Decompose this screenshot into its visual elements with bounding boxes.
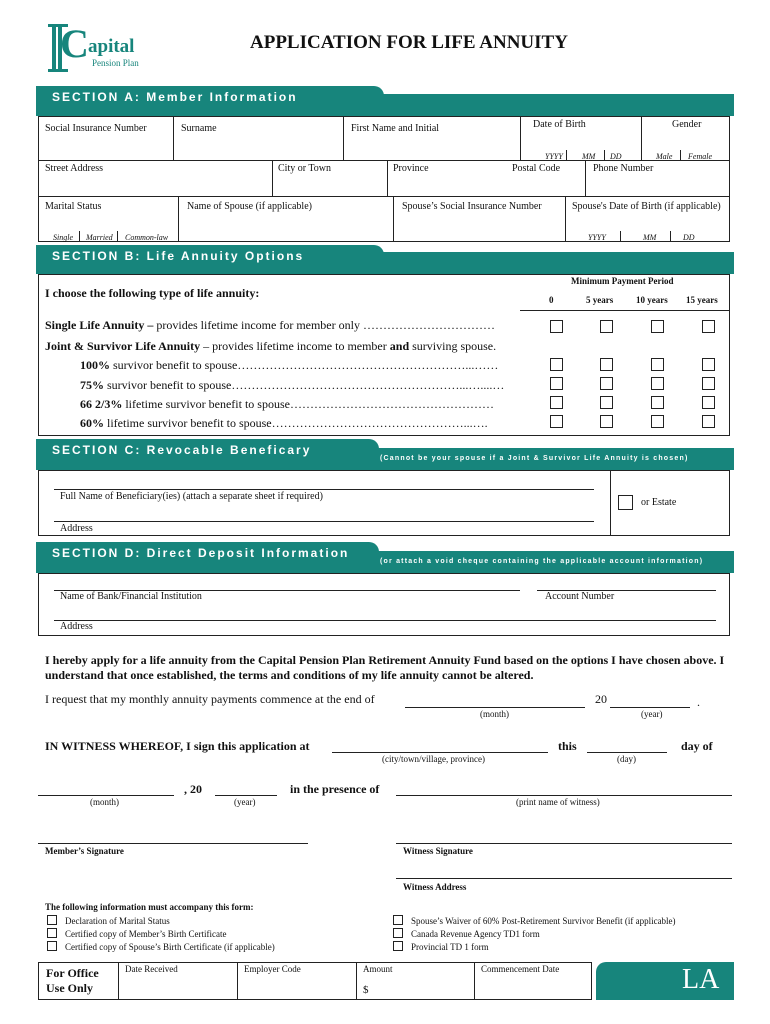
option-100 bbox=[80, 358, 498, 373]
request-year-label: (year) bbox=[641, 709, 663, 719]
employer-code-label: Employer Code bbox=[244, 964, 301, 974]
option-75 bbox=[80, 378, 504, 393]
section-a-header: SECTION A: Member Information bbox=[36, 86, 384, 116]
opt60-0-checkbox[interactable] bbox=[550, 415, 563, 428]
apply-statement: I hereby apply for a life annuity from the Capital Pension Plan Retirement Annuity Fund based on the options I have chosen above. I understand that once established, the terms and conditions of my life annuity cannot be altered. bbox=[45, 653, 725, 682]
checkbox-icon bbox=[47, 941, 57, 951]
section-c-note: (Cannot be your spouse if a Joint & Survivor Life Annuity is chosen) bbox=[380, 455, 689, 462]
option-60 bbox=[80, 416, 488, 431]
option-75-text: survivor benefit to spouse…………………………………………………...…....… bbox=[104, 378, 505, 392]
section-d-note: (or attach a void cheque containing the applicable account information) bbox=[380, 558, 704, 565]
checkbox-icon bbox=[393, 941, 403, 951]
spouse-dob-yyyy: YYYY bbox=[588, 233, 606, 242]
beneficiary-name-label: Full Name of Beneficiary(ies) (attach a separate sheet if required) bbox=[60, 491, 323, 502]
opt100-5-checkbox[interactable] bbox=[600, 358, 613, 371]
witness-address-label: Witness Address bbox=[403, 882, 467, 892]
opt100-15-checkbox[interactable] bbox=[702, 358, 715, 371]
city-province-label: (city/town/village, province) bbox=[382, 754, 485, 764]
option-75-pct: 75% bbox=[80, 378, 104, 392]
commencement-label: Commencement Date bbox=[481, 964, 560, 974]
single-10-checkbox[interactable] bbox=[651, 320, 664, 333]
option-66-pct: 66 2/3% bbox=[80, 397, 123, 411]
single-life-text: provides lifetime income for member only …………………………… bbox=[153, 318, 495, 332]
spouse-name-label: Name of Spouse (if applicable) bbox=[187, 201, 312, 212]
spouse-dob-label: Spouse's Date of Birth (if applicable) bbox=[572, 201, 721, 212]
office-label-2: Use Only bbox=[46, 981, 94, 995]
estate-label: or Estate bbox=[641, 497, 677, 508]
province-label: Province bbox=[393, 163, 429, 174]
gender-label: Gender bbox=[672, 119, 702, 130]
accompany-left-2 bbox=[47, 928, 227, 939]
dob-mm: MM bbox=[582, 152, 596, 161]
section-b-header: SECTION B: Life Annuity Options bbox=[36, 245, 384, 273]
presence-text: in the presence of bbox=[290, 782, 380, 796]
accompany-left-3 bbox=[47, 941, 275, 952]
opt75-10-checkbox[interactable] bbox=[651, 377, 664, 390]
opt60-10-checkbox[interactable] bbox=[651, 415, 664, 428]
checkbox-icon bbox=[393, 915, 403, 925]
first-name-label: First Name and Initial bbox=[351, 123, 440, 134]
month2-label: (month) bbox=[90, 797, 119, 807]
gender-female: Female bbox=[688, 152, 712, 161]
bank-label: Name of Bank/Financial Institution bbox=[60, 591, 202, 602]
option-60-pct: 60% bbox=[80, 416, 104, 430]
sin-label: Social Insurance Number bbox=[45, 123, 147, 134]
opt100-10-checkbox[interactable] bbox=[651, 358, 664, 371]
period-0: 0 bbox=[549, 295, 554, 305]
account-label: Account Number bbox=[545, 591, 615, 602]
single-life-row bbox=[45, 318, 495, 333]
marital-common-law: Common-law bbox=[125, 233, 169, 242]
joint-life-and: and bbox=[389, 339, 410, 353]
comma-twenty: , 20 bbox=[184, 782, 202, 796]
option-100-text: survivor benefit to spouse…………………………………………………...…… bbox=[110, 358, 499, 372]
opt66-5-checkbox[interactable] bbox=[600, 396, 613, 409]
year2-label: (year) bbox=[234, 797, 256, 807]
checkbox-icon bbox=[393, 928, 403, 938]
single-15-checkbox[interactable] bbox=[702, 320, 715, 333]
opt60-15-checkbox[interactable] bbox=[702, 415, 715, 428]
request-text: I request that my monthly annuity payments commence at the end of bbox=[45, 692, 375, 706]
period-5: 5 years bbox=[586, 295, 614, 305]
date-received-label: Date Received bbox=[125, 964, 178, 974]
accompany-right-2-text: Canada Revenue Agency TD1 form bbox=[411, 929, 540, 939]
form-code: LA bbox=[682, 964, 720, 995]
surname-label: Surname bbox=[181, 123, 217, 134]
street-label: Street Address bbox=[45, 163, 104, 174]
witness-text: IN WITNESS WHEREOF, I sign this application at bbox=[45, 739, 310, 753]
accompany-left-1-text: Declaration of Marital Status bbox=[65, 916, 170, 926]
witness-signature-label: Witness Signature bbox=[403, 846, 473, 856]
amount-label: Amount bbox=[363, 964, 393, 974]
joint-life-row bbox=[45, 339, 496, 354]
option-66-text: lifetime survivor benefit to spouse…………………………………………… bbox=[122, 397, 494, 411]
phone-label: Phone Number bbox=[593, 163, 654, 174]
witness-this: this bbox=[558, 739, 577, 753]
opt75-5-checkbox[interactable] bbox=[600, 377, 613, 390]
deposit-address-label: Address bbox=[60, 621, 93, 632]
period-10: 10 years bbox=[636, 295, 668, 305]
request-period: . bbox=[697, 695, 700, 709]
gender-male: Male bbox=[656, 152, 673, 161]
marital-label: Marital Status bbox=[45, 201, 102, 212]
opt75-0-checkbox[interactable] bbox=[550, 377, 563, 390]
accompany-left-1 bbox=[47, 915, 170, 926]
witness-day-of: day of bbox=[681, 739, 713, 753]
dob-yyyy: YYYY bbox=[545, 152, 563, 161]
section-c-header: SECTION C: Revocable Beneficary bbox=[36, 439, 379, 470]
postal-label: Postal Code bbox=[512, 163, 561, 174]
logo bbox=[44, 22, 144, 74]
city-label: City or Town bbox=[278, 163, 332, 174]
member-signature-label: Member’s Signature bbox=[45, 846, 124, 856]
dob-label: Date of Birth bbox=[533, 119, 586, 130]
accompany-heading: The following information must accompany this form: bbox=[45, 902, 254, 912]
opt100-0-checkbox[interactable] bbox=[550, 358, 563, 371]
choose-label: I choose the following type of life annuity: bbox=[45, 286, 260, 300]
opt66-15-checkbox[interactable] bbox=[702, 396, 715, 409]
dollar-sign: $ bbox=[363, 984, 369, 996]
spouse-sin-label: Spouse’s Social Insurance Number bbox=[402, 201, 542, 212]
accompany-left-2-text: Certified copy of Member’s Birth Certificate bbox=[65, 929, 227, 939]
beneficiary-address-label: Address bbox=[60, 523, 93, 534]
spouse-dob-mm: MM bbox=[643, 233, 657, 242]
accompany-right-3-text: Provincial TD 1 form bbox=[411, 942, 489, 952]
accompany-right-1-text: Spouse’s Waiver of 60% Post-Retirement Survivor Benefit (if applicable) bbox=[411, 916, 676, 926]
option-60-text: lifetime survivor benefit to spouse…………………………………………...…. bbox=[104, 416, 488, 430]
accompany-right-3 bbox=[393, 941, 489, 952]
accompany-right-1 bbox=[393, 915, 676, 926]
logo-letter: C bbox=[60, 21, 89, 66]
page-title: APPLICATION FOR LIFE ANNUITY bbox=[250, 32, 568, 53]
checkbox-icon bbox=[47, 915, 57, 925]
single-life-title: Single Life Annuity – bbox=[45, 318, 154, 332]
marital-single: Single bbox=[53, 233, 73, 242]
period-15: 15 years bbox=[686, 295, 718, 305]
min-period-label: Minimum Payment Period bbox=[571, 276, 674, 286]
print-witness-label: (print name of witness) bbox=[516, 797, 600, 807]
spouse-dob-dd: DD bbox=[683, 233, 695, 242]
opt66-10-checkbox[interactable] bbox=[651, 396, 664, 409]
single-0-checkbox[interactable] bbox=[550, 320, 563, 333]
checkbox-icon bbox=[47, 928, 57, 938]
option-66 bbox=[80, 397, 494, 412]
single-5-checkbox[interactable] bbox=[600, 320, 613, 333]
logo-sub: Pension Plan bbox=[92, 58, 139, 68]
dob-dd: DD bbox=[610, 152, 622, 161]
request-month-label: (month) bbox=[480, 709, 509, 719]
accompany-left-3-text: Certified copy of Spouse’s Birth Certificate (if applicable) bbox=[65, 942, 275, 952]
deposit-box bbox=[38, 573, 730, 636]
day-label: (day) bbox=[617, 754, 636, 764]
opt60-5-checkbox[interactable] bbox=[600, 415, 613, 428]
estate-checkbox[interactable] bbox=[618, 495, 633, 510]
office-label-1: For Office bbox=[46, 966, 99, 980]
option-100-pct: 100% bbox=[80, 358, 110, 372]
member-info-grid bbox=[38, 116, 730, 242]
joint-life-title: Joint & Survivor Life Annuity bbox=[45, 339, 201, 353]
accompany-right-2 bbox=[393, 928, 540, 939]
joint-life-end: surviving spouse. bbox=[409, 339, 497, 353]
marital-married: Married bbox=[86, 233, 113, 242]
joint-life-text: – provides lifetime income to member bbox=[200, 339, 390, 353]
request-twenty: 20 bbox=[595, 692, 607, 706]
section-d-header: SECTION D: Direct Deposit Information bbox=[36, 542, 379, 573]
logo-word: apital bbox=[88, 36, 135, 57]
opt75-15-checkbox[interactable] bbox=[702, 377, 715, 390]
opt66-0-checkbox[interactable] bbox=[550, 396, 563, 409]
